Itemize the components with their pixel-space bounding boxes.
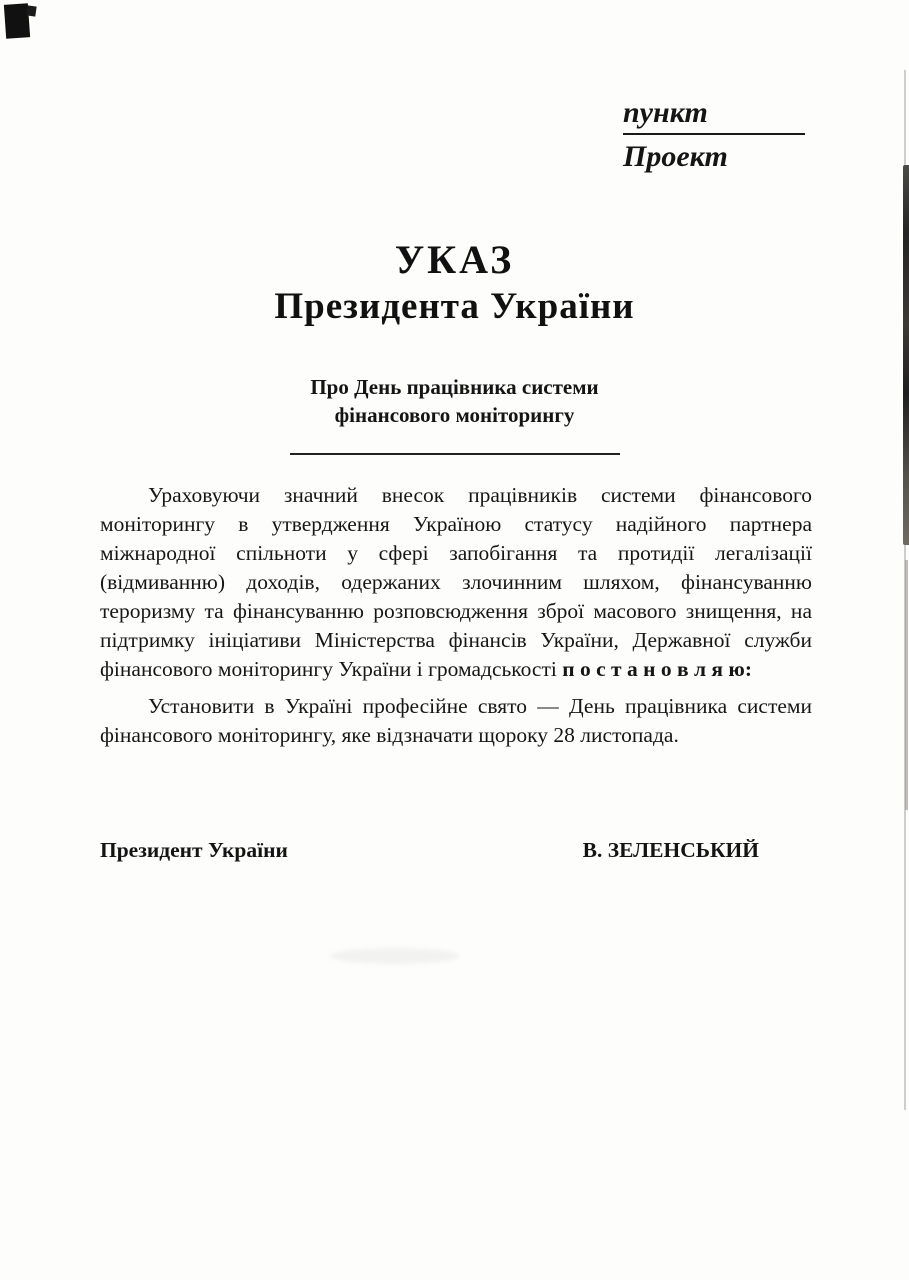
scan-artifact-right-edge-dark (903, 165, 909, 545)
subject-line2: фінансового моніторингу (334, 403, 575, 427)
title-president: Президента України (274, 286, 635, 327)
document-subject (0, 373, 909, 455)
punkt-blank-line (623, 95, 805, 135)
header-annotations (623, 95, 909, 175)
subject-line1: Про День працівника системи (310, 375, 599, 399)
scan-artifact-right-edge-lower (905, 560, 908, 810)
scan-artifact-smudge (330, 948, 460, 964)
document-body (100, 481, 812, 750)
subject-divider (290, 453, 620, 455)
paragraph-decree: Установити в Україні професійне свято — День працівника системи фінансового моніторингу, яке відзначати щороку 28 листопада. (100, 694, 812, 747)
signature-role: Президент України (100, 838, 288, 862)
document-title (0, 237, 909, 331)
signature-name: В. ЗЕЛЕНСЬКИЙ (582, 838, 759, 862)
punkt-label: пункт (623, 96, 708, 129)
signature-row (100, 838, 759, 863)
paragraph-postanovlyayu: п о с т а н о в л я ю: (562, 657, 752, 681)
project-label: Проект (623, 140, 728, 173)
scan-artifact-corner-small (26, 5, 36, 16)
title-ukaz: УКАЗ (394, 237, 515, 282)
paragraph-preamble-text: Ураховуючи значний внесок працівників системи фінансового моніторингу в утвердження Україною статусу надійного партнера міжнародної спільноти у сфері запобігання та протидії легалізації (відмиванню) доходів, одержаних злочинним шляхом, фінансуванню тероризму та фінансуванню розповсюдження зброї масового знищення, на підтримку ініціативи Міністерства фінансів України, Державної служби фінансового моніторингу України і громадськості (100, 483, 812, 681)
paragraph-preamble (100, 481, 812, 684)
